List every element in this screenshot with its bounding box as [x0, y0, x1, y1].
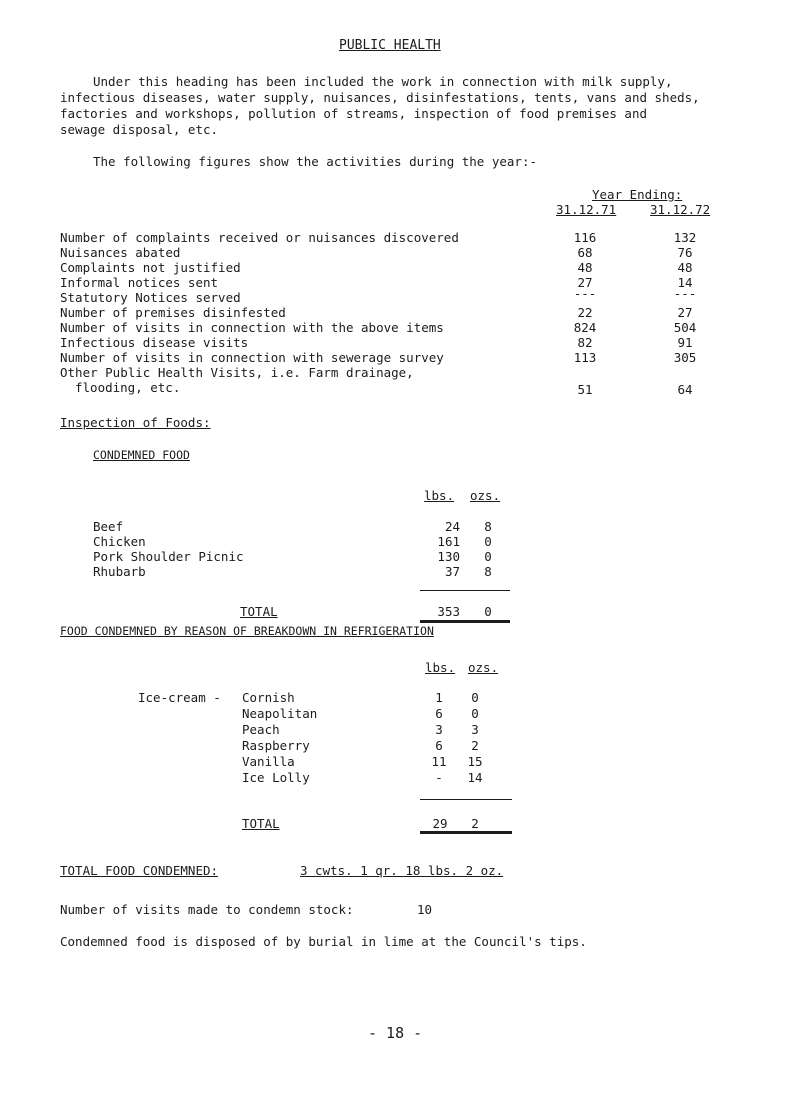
ice-ozs: 0	[471, 690, 479, 705]
food-item: Pork Shoulder Picnic	[93, 549, 244, 564]
ice-item: Cornish	[242, 690, 295, 705]
total-condemned-label: TOTAL FOOD CONDEMNED:	[60, 863, 219, 878]
refrigeration-heading: FOOD CONDEMNED BY REASON OF BREAKDOWN IN REFRIGERATION	[60, 624, 434, 638]
ice-lbs: 1	[435, 690, 443, 705]
disposal-note: Condemned food is disposed of by burial in lime at the Council's tips.	[60, 934, 587, 949]
total-ozs: 0	[484, 604, 492, 619]
page-title: PUBLIC HEALTH	[339, 38, 441, 53]
page-number: - 18 -	[368, 1024, 423, 1042]
total-rule	[420, 799, 512, 800]
activity-label: Other Public Health Visits, i.e. Farm drainage,	[60, 365, 414, 380]
ice-item: Raspberry	[242, 738, 310, 753]
year-col-1972: 31.12.72	[650, 202, 711, 217]
ice-item: Peach	[242, 722, 280, 737]
food-ozs: 0	[484, 534, 492, 549]
food-ozs: 8	[484, 519, 492, 534]
ice-ozs: 15	[467, 754, 483, 769]
total-lbs: 29	[432, 816, 448, 831]
activity-label: Number of premises disinfested	[60, 305, 286, 320]
activity-label: Number of visits in connection with sewerage survey	[60, 350, 444, 365]
activity-label: flooding, etc.	[75, 380, 181, 395]
ice-lbs: 6	[435, 706, 443, 721]
activity-value-1972: 132	[673, 230, 697, 245]
ice-lbs: 11	[431, 754, 447, 769]
total-double-rule	[420, 831, 512, 834]
ice-lbs: 6	[435, 738, 443, 753]
food-ozs: 8	[484, 564, 492, 579]
visits-value: 10	[417, 902, 433, 917]
total-rule	[420, 590, 510, 591]
activity-label: Statutory Notices served	[60, 290, 241, 305]
activity-value-1972: 48	[677, 260, 693, 275]
activity-value-1972: 27	[677, 305, 693, 320]
activity-label: Number of visits in connection with the above items	[60, 320, 444, 335]
figures-intro: The following figures show the activities during the year:-	[93, 154, 538, 169]
col-lbs: lbs.	[424, 488, 455, 503]
ice-item: Vanilla	[242, 754, 295, 769]
activity-value-1971: ---	[573, 286, 597, 301]
total-label: TOTAL	[240, 604, 278, 619]
total-condemned-value: 3 cwts. 1 qr. 18 lbs. 2 oz.	[300, 863, 504, 878]
activity-value-1972: 305	[673, 350, 697, 365]
food-lbs: 161	[437, 534, 460, 549]
activity-value-1972: 14	[677, 275, 693, 290]
food-item: Beef	[93, 519, 124, 534]
activity-value-1971: 116	[573, 230, 597, 245]
col-ozs: ozs.	[470, 488, 501, 503]
activity-value-1972: ---	[673, 286, 697, 301]
col-ozs: ozs.	[468, 660, 499, 675]
food-lbs: 130	[437, 549, 460, 564]
activity-value-1972: 76	[677, 245, 693, 260]
ice-item: Neapolitan	[242, 706, 318, 721]
ice-cream-label: Ice-cream -	[138, 690, 221, 705]
year-heading: Year Ending:	[592, 187, 683, 202]
activity-value-1972: 91	[677, 335, 693, 350]
food-ozs: 0	[484, 549, 492, 564]
ice-ozs: 2	[471, 738, 479, 753]
food-item: Rhubarb	[93, 564, 146, 579]
intro-line: Under this heading has been included the work in connection with milk supply,	[93, 74, 673, 89]
ice-ozs: 3	[471, 722, 479, 737]
total-ozs: 2	[471, 816, 479, 831]
food-lbs: 37	[444, 564, 460, 579]
activity-value-1971: 113	[573, 350, 597, 365]
ice-ozs: 0	[471, 706, 479, 721]
total-double-rule	[420, 620, 510, 623]
activity-value-1972: 64	[677, 382, 693, 397]
activity-value-1972: 504	[673, 320, 697, 335]
activity-label: Number of complaints received or nuisances discovered	[60, 230, 459, 245]
activity-value-1971: 22	[577, 305, 593, 320]
activity-label: Informal notices sent	[60, 275, 219, 290]
activity-label: Complaints not justified	[60, 260, 241, 275]
visits-label: Number of visits made to condemn stock:	[60, 902, 354, 917]
intro-line: sewage disposal, etc.	[60, 122, 219, 137]
ice-item: Ice Lolly	[242, 770, 310, 785]
activity-value-1971: 27	[577, 275, 593, 290]
ice-lbs: -	[435, 770, 443, 785]
activity-value-1971: 68	[577, 245, 593, 260]
intro-line: infectious diseases, water supply, nuisances, disinfestations, tents, vans and sheds,	[60, 90, 700, 105]
activity-value-1971: 824	[573, 320, 597, 335]
inspection-heading: Inspection of Foods:	[60, 415, 211, 430]
activity-label: Nuisances abated	[60, 245, 181, 260]
col-lbs: lbs.	[425, 660, 456, 675]
ice-lbs: 3	[435, 722, 443, 737]
condemned-heading: CONDEMNED FOOD	[93, 448, 190, 462]
activity-value-1971: 51	[577, 382, 593, 397]
food-lbs: 24	[444, 519, 460, 534]
food-item: Chicken	[93, 534, 146, 549]
total-label: TOTAL	[242, 816, 280, 831]
ice-ozs: 14	[467, 770, 483, 785]
intro-line: factories and workshops, pollution of streams, inspection of food premises and	[60, 106, 647, 121]
activity-label: Infectious disease visits	[60, 335, 249, 350]
activity-value-1971: 82	[577, 335, 593, 350]
activity-value-1971: 48	[577, 260, 593, 275]
total-lbs: 353	[437, 604, 460, 619]
year-col-1971: 31.12.71	[556, 202, 617, 217]
